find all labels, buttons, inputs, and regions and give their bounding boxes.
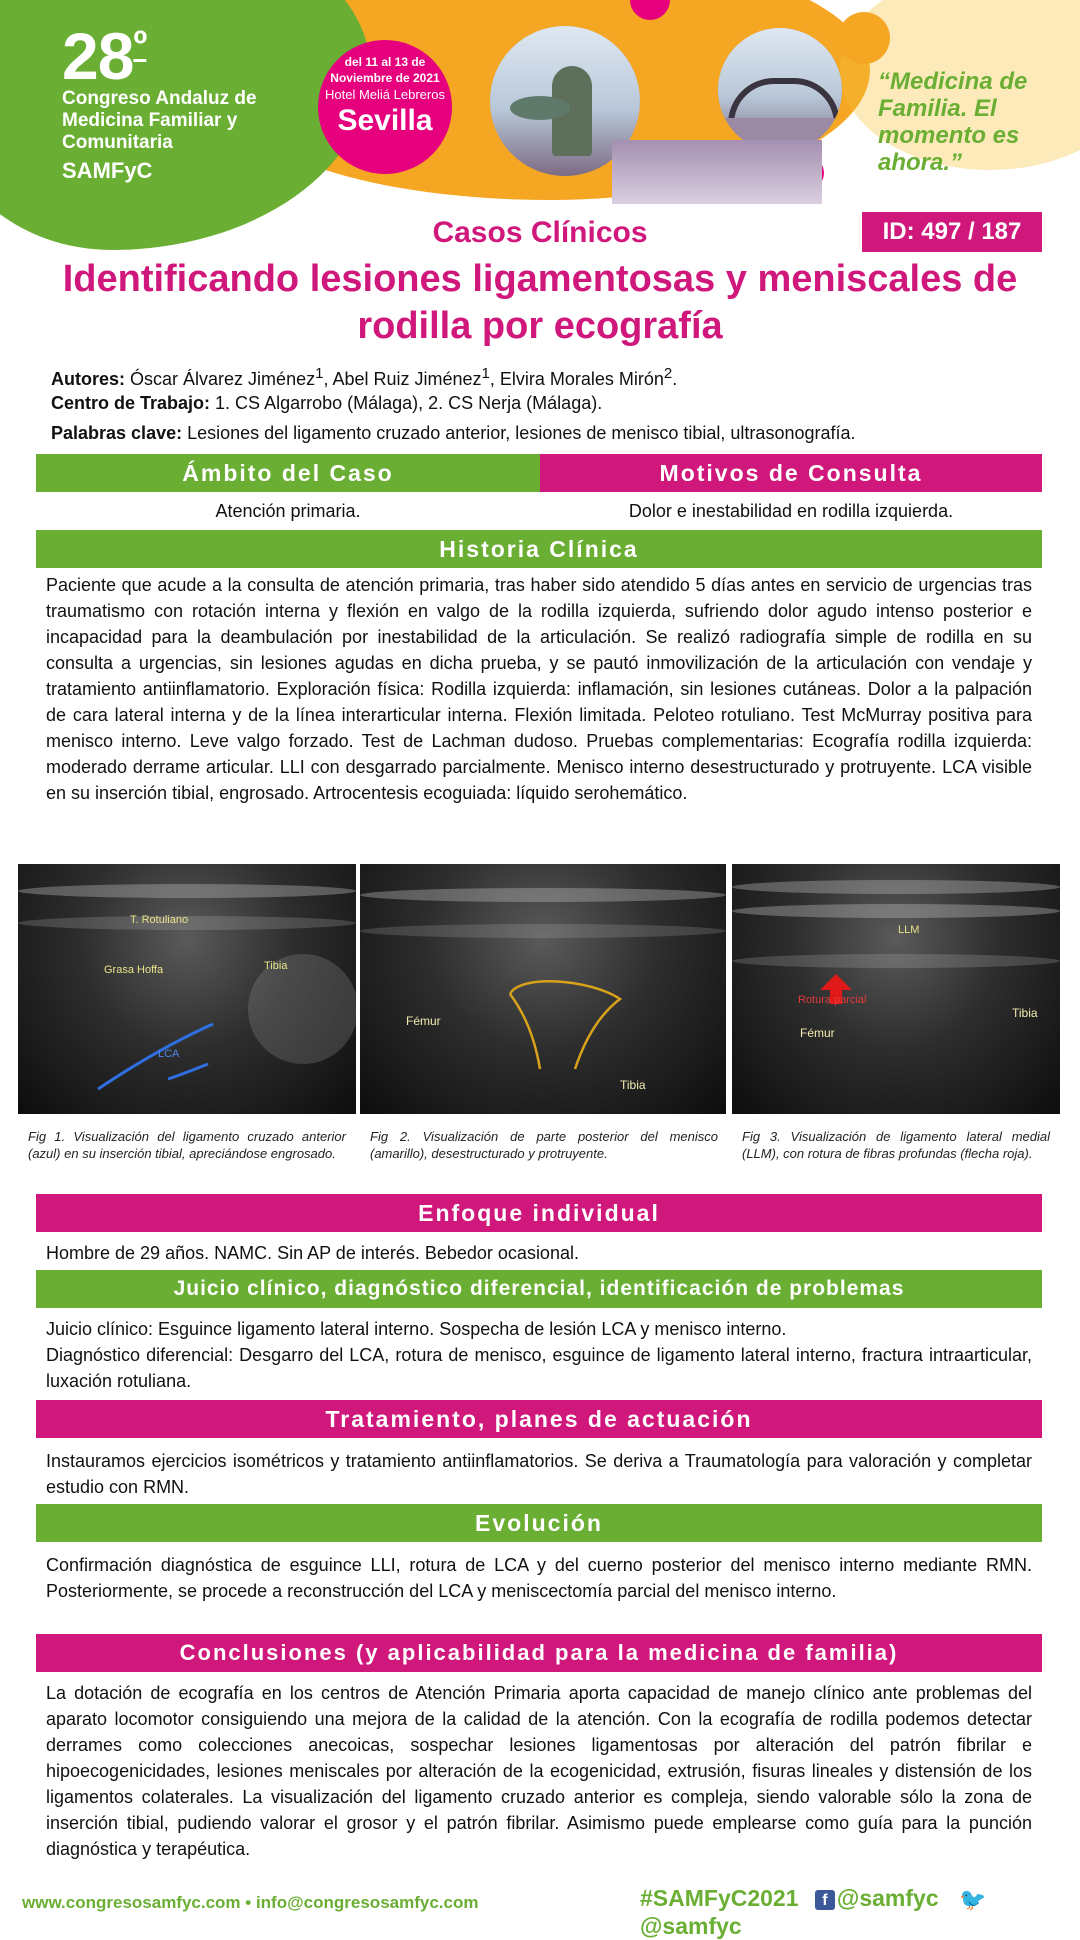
section-conclusiones-text: La dotación de ecografía en los centros de Atención Primaria aporta capacidad de manejo clínico ante problemas del aparato locomotor consiguiendo una mejora de la calidad de la atención. Con la ecografía de rodilla podemos detectar derrames como colecciones anecoicas, sospechar lesiones ligamentosas por alteración del patrón fibrilar e hipoecogenicidades, lesiones meniscales por alteración de la ecogenicidad, extrusión, fisuras lineales y distensión de los ligamentos colaterales. La visualización del ligamento cruzado anterior es compleja, siendo valorable sólo la zona de inserción tibial, pudiendo valorar el grosor y el patrón fibrilar. Asimismo puede emplearse como guía para la punción diagnóstica y terapéutica.: [46, 1683, 1032, 1859]
ultrasound-figure-1: [18, 864, 356, 1114]
author-affiliation: 2: [663, 365, 673, 382]
author-name: Abel Ruiz Jiménez: [332, 369, 482, 389]
fig1-label-rotuliano: T. Rotuliano: [130, 914, 189, 926]
section-evolucion-header: Evolución: [36, 1504, 1042, 1542]
section-motivos-text: Dolor e inestabilidad en rodilla izquierda.: [628, 501, 954, 521]
authors-line: Autores: Óscar Álvarez Jiménez$^1$, Abel Ruiz Jiménez$^1$, Elvira Morales Mirón$^2$.: [51, 365, 678, 389]
page-title: Identificando lesiones ligamentosas y meniscales de rodilla por ecografía: [62, 258, 1018, 347]
seville-photo-bridge: [718, 28, 842, 152]
author-name: Elvira Morales Mirón: [499, 369, 664, 389]
fig3-label-tibia: Tibia: [1012, 1006, 1038, 1020]
decor-orange-dot: [838, 12, 890, 64]
congress-short: SAMFyC: [62, 158, 153, 183]
keywords-text: Lesiones del ligamento cruzado anterior, lesiones de menisco tibial, ultrasonografía.: [187, 423, 856, 443]
author-name: Óscar Álvarez Jiménez: [130, 369, 316, 389]
section-ambito-header: Ámbito del Caso: [36, 454, 540, 492]
section-historia-header: Historia Clínica: [36, 530, 1042, 568]
keywords-line: [51, 420, 1051, 446]
workplace-text: 1. CS Algarrobo (Málaga), 2. CS Nerja (Málaga).: [215, 393, 603, 413]
case-id-badge: ID: 497 / 187: [862, 212, 1042, 252]
section-juicio-line2: Diagnóstico diferencial: Desgarro del LCA, rotura de menisco, esguince de ligamento lateral interno, fractura intraarticular, luxación rotuliana.: [46, 1345, 1032, 1391]
ultrasound-figure-2: [360, 864, 726, 1114]
section-tratamiento-header: Tratamiento, planes de actuación: [36, 1400, 1042, 1438]
twitter-handle[interactable]: @samfyc: [640, 1912, 742, 1939]
fig1-label-lca: LCA: [158, 1048, 180, 1060]
fig2-caption: Fig 2. Visualización de parte posterior del menisco (amarillo), desestructurado y protruyente.: [370, 1129, 718, 1161]
fig3-label-femur: Fémur: [800, 1026, 835, 1040]
congress-number: $28^º$: [62, 19, 147, 93]
category-label: Casos Clínicos: [432, 216, 648, 249]
facebook-icon: f: [815, 1890, 835, 1910]
fig1-caption: Fig 1. Visualización del ligamento cruzado anterior (azul) en su inserción tibial, apreciándose engrosado.: [28, 1129, 346, 1161]
seville-photo-strip: [612, 140, 822, 204]
venue-text: Hotel Meliá Lebreros: [325, 87, 445, 102]
fig3-label-llm: LLM: [898, 924, 920, 936]
lca-outline: [18, 864, 356, 1114]
red-arrow: [732, 864, 1060, 1114]
fig2-label-femur: Fémur: [406, 1014, 441, 1028]
section-historia-text: Paciente que acude a la consulta de atención primaria, tras haber sido atendido 5 días antes en servicio de urgencias tras traumatismo con rotación interna y flexión en valgo de la rodilla izquierda, sufriendo dolor agudo intenso posterior e incapacidad para la deambulación por inestabilidad de la articulación. Se realizó radiografía simple de rodilla en su consulta a urgencias, sin lesiones agudas en dicha prueba, y se pautó inmovilización de la articulación con vendaje y tratamiento antiinflamatorio. Exploración física: Rodilla izquierda: inflamación, sin lesiones cutáneas. Dolor a la palpación de cara lateral interna y de la línea interarticular interna. Flexión limitada. Peloteo rotuliano. Test McMurray positiva para menisco interno. Leve valgo forzado. Test de Lachman dudoso. Pruebas complementarias: Ecografía rodilla izquierda: moderado derrame articular. LLI con desgarrado parcialmente. Menisco interno desestructurado y protruyente. LCA visible en su inserción tibial, engrosado. Artrocentesis ecoguiada: líquido serohemático.: [46, 575, 1032, 803]
workplace-label: Centro de Trabajo:: [51, 393, 211, 413]
section-motivos-header: Motivos de Consulta: [540, 454, 1042, 492]
section-ambito-text: Atención primaria.: [215, 501, 361, 521]
ultrasound-figure-3: [732, 864, 1060, 1114]
twitter-icon: 🐦: [959, 1886, 987, 1912]
section-juicio-header: Juicio clínico, diagnóstico diferencial, identificación de problemas: [36, 1270, 1042, 1308]
section-enfoque-header: Enfoque individual: [36, 1194, 1042, 1232]
facebook-handle[interactable]: @samfyc: [836, 1885, 939, 1911]
keywords-label: Palabras clave:: [51, 423, 183, 443]
date-text: del 11 al 13 de Noviembre de 2021: [330, 55, 440, 85]
date-badge: [318, 40, 452, 174]
author-affiliation: 1: [315, 365, 324, 382]
section-tratamiento-text: Instauramos ejercicios isométricos y tratamiento antiinflamatorios. Se deriva a Traumatología para valoración y completar estudio con RMN.: [46, 1451, 1032, 1497]
section-conclusiones-header: Conclusiones (y aplicabilidad para la medicina de familia): [36, 1634, 1042, 1672]
footer-social: [640, 1885, 1080, 1940]
meniscus-outline: [360, 864, 726, 1114]
congress-name: Congreso Andaluz de Medicina Familiar y Comunitaria: [62, 88, 257, 153]
author-affiliation: 1: [481, 365, 490, 382]
city-text: Sevilla: [337, 104, 433, 137]
fig3-caption: Fig 3. Visualización de ligamento lateral medial (LLM), con rotura de fibras profundas (flecha roja).: [742, 1129, 1050, 1161]
authors-label: Autores:: [51, 369, 126, 389]
fig1-label-tibia: Tibia: [264, 960, 288, 972]
section-enfoque-text: Hombre de 29 años. NAMC. Sin AP de interés. Bebedor ocasional.: [46, 1243, 579, 1263]
slogan: “Medicina de Familia. El momento es ahora.”: [878, 68, 1028, 176]
section-juicio-line1: Juicio clínico: Esguince ligamento lateral interno. Sospecha de lesión LCA y menisco interno.: [46, 1319, 787, 1339]
section-evolucion-text: Confirmación diagnóstica de esguince LLI, rotura de LCA y del cuerno posterior del menisco interno mediante RMN. Posteriormente, se procede a reconstrucción del LCA y meniscectomía parcial del menisco interno.: [46, 1555, 1032, 1601]
fig2-label-tibia: Tibia: [620, 1078, 646, 1092]
workplace-line: [51, 390, 1051, 416]
fig1-label-hoffa: Grasa Hoffa: [104, 964, 164, 976]
hashtag: #SAMFyC2021: [640, 1885, 799, 1911]
footer-contact[interactable]: www.congresosamfyc.com • info@congresosamfyc.com: [22, 1893, 479, 1912]
fig3-label-rotura: Rotura parcial: [798, 994, 867, 1006]
